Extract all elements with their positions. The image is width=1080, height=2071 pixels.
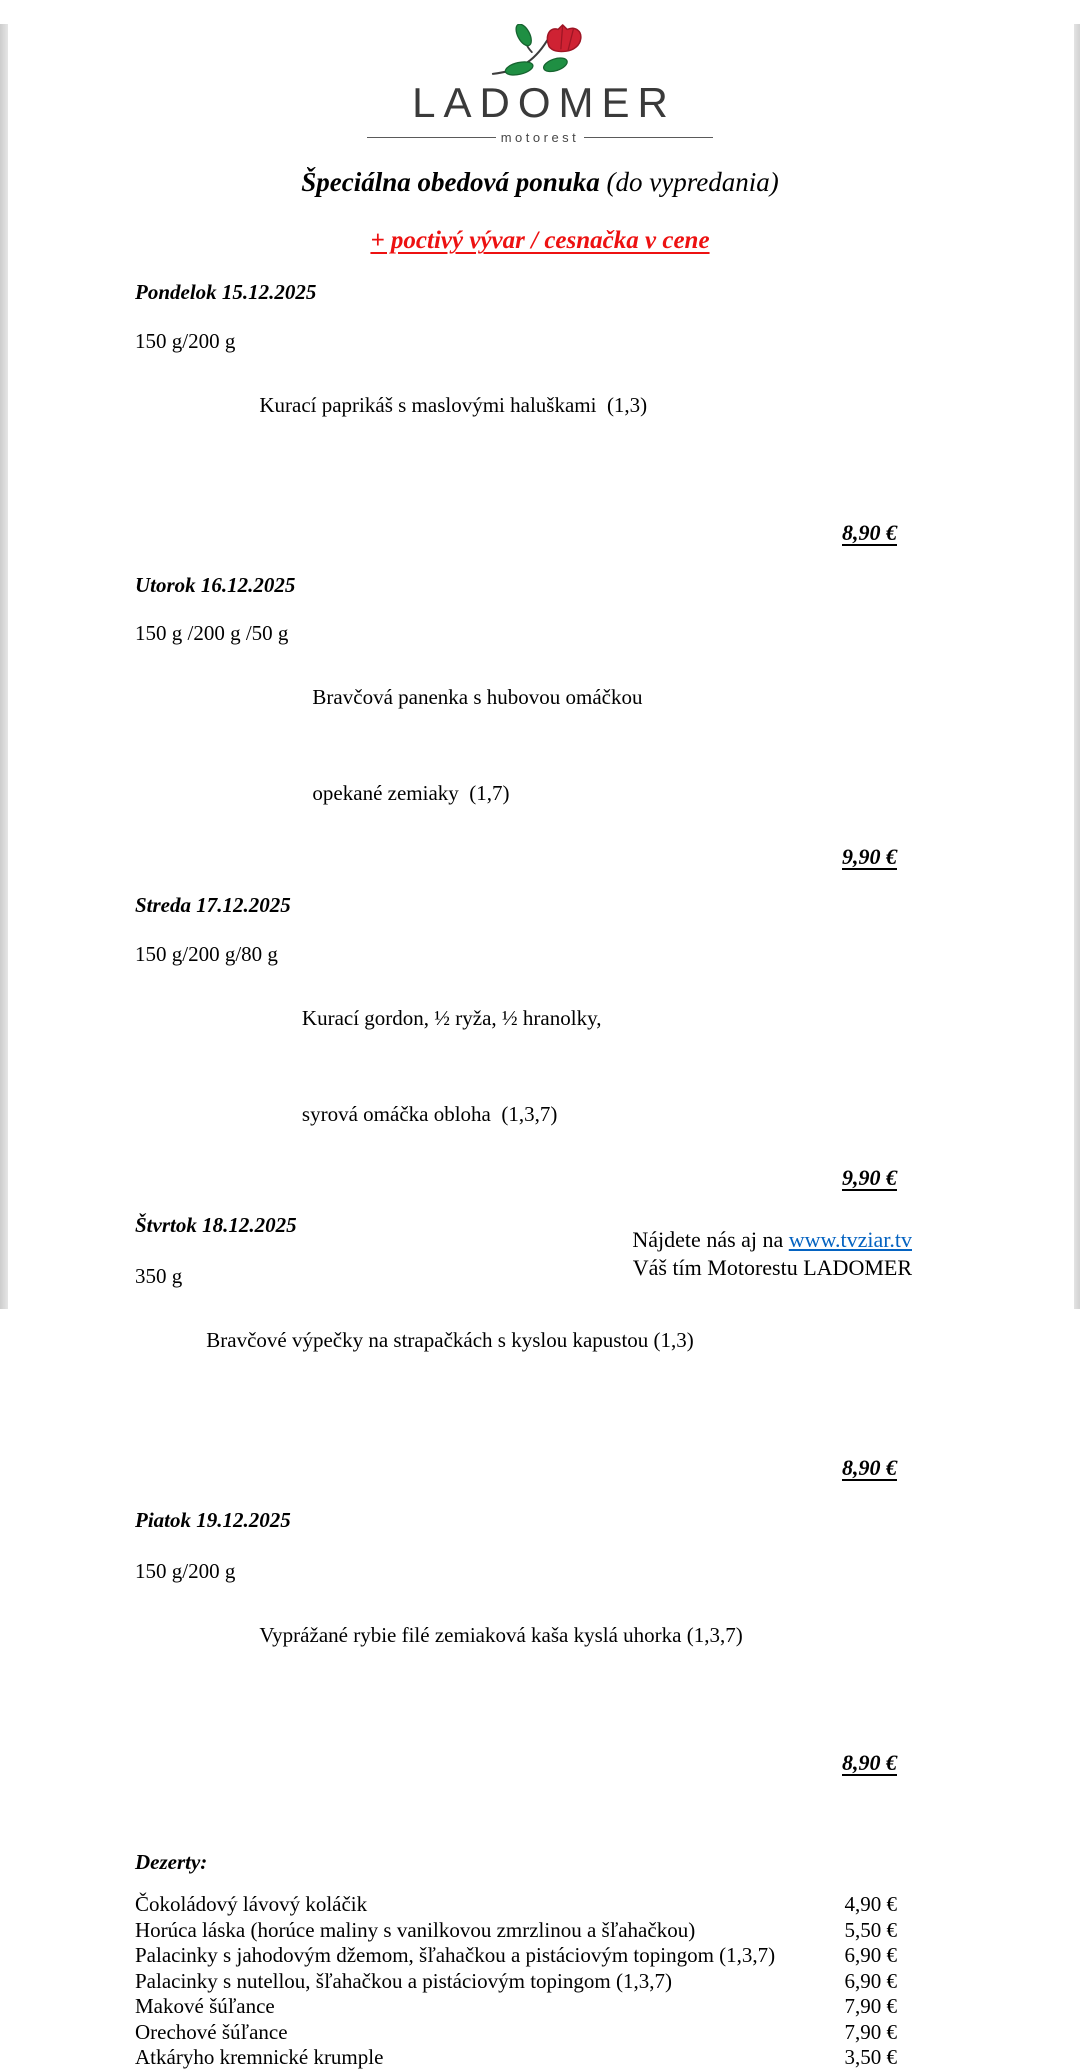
dish-description [259,325,647,549]
dessert-name: Palacinky s nutellou, šľahačkou a pistáciovým topingom (1,3,7) [135,1968,672,1993]
brand-divider [367,131,713,144]
dish-line-1: Kurací paprikáš s maslovými haluškami (1,3) [259,393,648,418]
rose-icon [480,24,600,82]
menu-item-row [135,325,897,549]
dish-line-1: Kurací gordon, ½ ryža, ½ hranolky, [301,1006,602,1031]
dish-description [206,1260,694,1484]
dish-line-2: syrová omáčka obloha (1,3,7) [301,1102,558,1127]
dessert-price: 6,90 € [844,1943,897,1968]
menu-title-note: (do vypredania) [599,167,779,197]
promo-text: + poctivý vývar / cesnačka v cene [370,227,710,255]
footer-find-us-text: Nájdete nás aj na [632,1227,789,1252]
dessert-row [135,1943,897,1969]
menu-item-row [135,617,897,873]
dish-description [259,1555,742,1779]
dessert-price: 6,90 € [844,1968,897,1993]
footer-find-us-line [632,1226,912,1254]
day-header-pondelok: Pondelok 15.12.2025 [135,280,317,305]
dish-line-1: Bravčová panenka s hubovou omáčkou [312,685,643,710]
promo-line [0,226,1080,256]
dish-price: 9,90 € [842,1165,897,1191]
dessert-name: Makové šúľance [135,1994,275,2019]
dish-price: 9,90 € [842,844,897,870]
day-header-piatok: Piatok 19.12.2025 [135,1508,291,1533]
dessert-price: 7,90 € [844,2019,897,2044]
dessert-price: 3,50 € [844,2045,897,2070]
dessert-row [135,1918,897,1944]
dish-price: 8,90 € [842,1455,897,1481]
dessert-row [135,2045,897,2071]
portion-size: 150 g/200 g [135,329,236,354]
menu-title [0,166,1080,198]
dessert-row [135,1994,897,2020]
dessert-row [135,1969,897,1995]
dish-line-2: opekané zemiaky (1,7) [312,781,510,806]
dish-description [302,938,602,1194]
desserts-heading: Dezerty: [135,1850,208,1875]
footer-team-line: Váš tím Motorestu LADOMER [632,1255,912,1280]
restaurant-logo [0,24,1080,144]
dish-description [312,617,642,873]
portion-size: 350 g [135,1264,183,1289]
day-header-utorok: Utorok 16.12.2025 [135,573,296,598]
portion-size: 150 g /200 g /50 g [135,621,289,646]
viewer-right-gutter [1074,24,1080,1309]
dish-price: 8,90 € [842,1750,897,1776]
portion-size: 150 g/200 g [135,1559,236,1584]
day-header-stvrtok: Štvrtok 18.12.2025 [135,1213,297,1238]
divider-line-left [367,137,496,138]
website-link[interactable]: www.tvziar.tv [788,1227,912,1252]
brand-name: LADOMER [412,79,676,126]
footer [632,1226,912,1282]
viewer-left-gutter [0,24,8,1309]
dessert-name: Orechové šúľance [135,2019,288,2044]
dessert-name: Atkáryho kremnické krumple [135,2045,384,2070]
dessert-price: 5,50 € [844,1917,897,1942]
menu-item-row [135,1555,897,1779]
dish-line-1: Bravčové výpečky na strapačkách s kyslou kapustou (1,3) [206,1328,694,1353]
dessert-price: 7,90 € [844,1994,897,2019]
desserts-section [135,1846,897,2071]
menu-item-row [135,1260,897,1484]
dessert-name: Palacinky s jahodovým džemom, šľahačkou a pistáciovým topingom (1,3,7) [135,1943,776,1968]
dessert-name: Čokoládový lávový koláčik [135,1892,368,1917]
dessert-price: 4,90 € [844,1892,897,1917]
menu-title-main: Špeciálna obedová ponuka [301,167,600,197]
divider-line-right [584,137,713,138]
dessert-row [135,1892,897,1918]
day-header-streda: Streda 17.12.2025 [135,893,291,918]
dish-line-1: Vyprážané rybie filé zemiaková kaša kyslá uhorka (1,3,7) [259,1623,743,1648]
brand-tagline: motorest [500,130,580,145]
dish-price: 8,90 € [842,520,897,546]
dessert-name: Horúca láska (horúce maliny s vanilkovou zmrzlinou a šľahačkou) [135,1917,696,1942]
portion-size: 150 g/200 g/80 g [135,942,278,967]
menu-item-row [135,938,897,1194]
weekly-menu [135,276,897,2071]
dessert-row [135,2020,897,2046]
